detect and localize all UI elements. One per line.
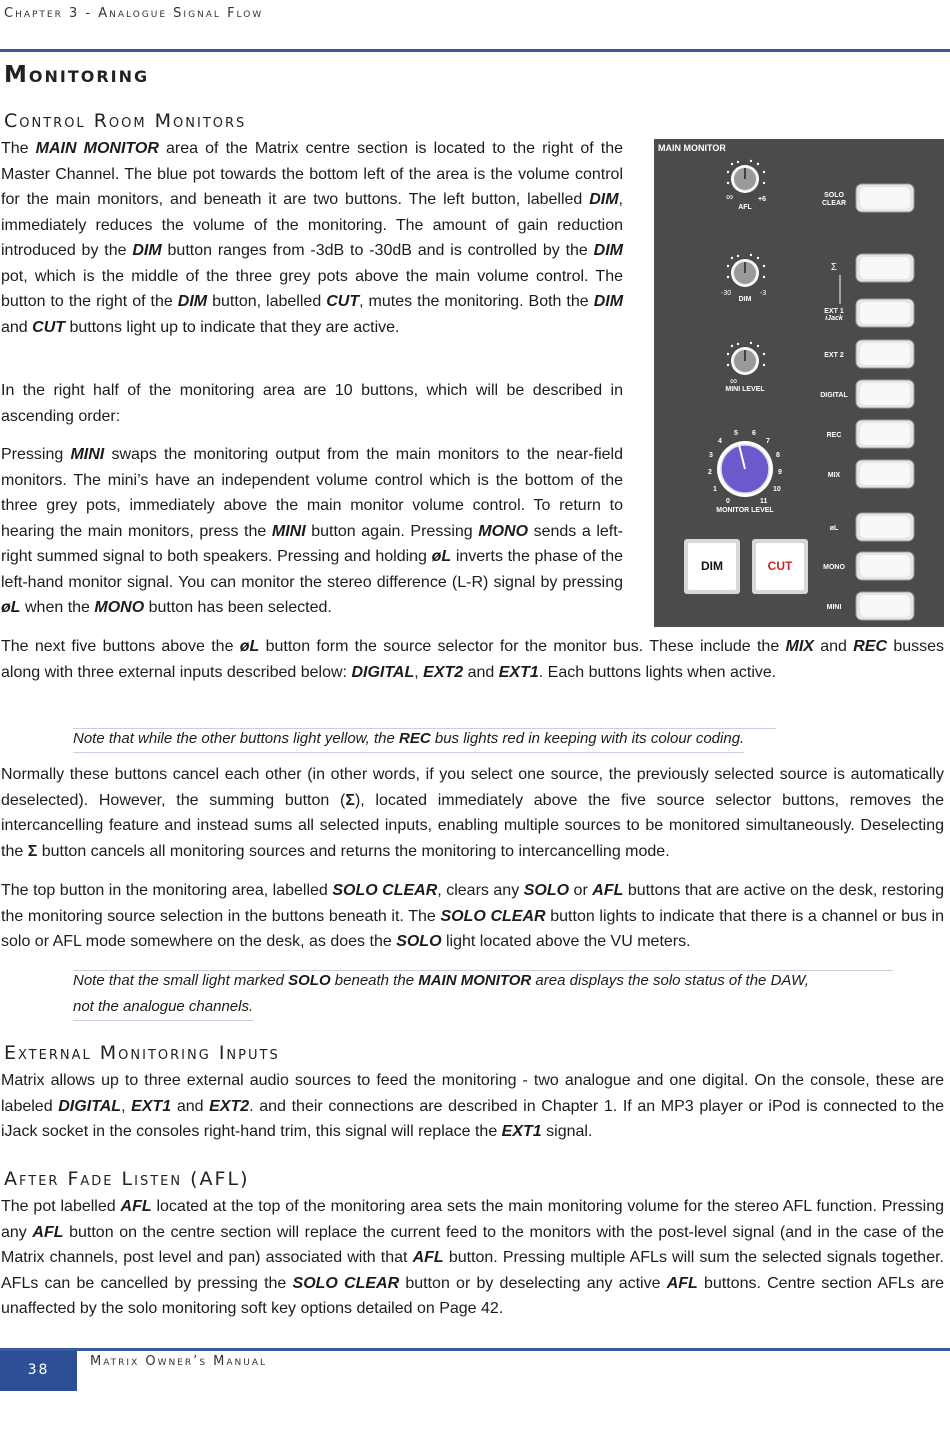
note-rec-colour	[73, 726, 744, 753]
afl-min-label: ∞	[726, 192, 734, 203]
monitor-level-knob[interactable]	[717, 441, 773, 497]
afl-knob[interactable]	[727, 160, 765, 193]
ijack-label: iJack	[825, 315, 843, 322]
solo-clear-label-2: CLEAR	[821, 200, 847, 207]
main-monitor-panel	[654, 139, 944, 627]
heading-control-room: Control Room Monitors	[4, 110, 247, 132]
emphasis: REC	[853, 638, 888, 655]
emphasis: øL	[1, 599, 21, 616]
monitor-scale-0: 0	[726, 498, 730, 505]
note-solo-daw-line2: not the analogue channels.	[73, 994, 253, 1021]
paragraph-afl: The pot labelled AFL located at the top of the monitoring area sets the main monitoring volume for the stereo AFL function. Pressing any AFL button on the centre section will replace the current feed to the monitors with the post-level signal (and in the case of the Matrix channels, post level and pan) associated with that AFL button. Pressing multiple AFLs will sum the selected signals together. AFLs can be cancelled by pressing the SOLO CLEAR button or by deselecting any active AFL buttons. Centre section AFLs are unaffected by the solo monitoring soft key options detailed on Page 42.	[1, 1198, 945, 1317]
emphasis: AFL	[666, 1274, 698, 1292]
paragraph-external-inputs: Matrix allows up to three external audio sources to feed the monitoring - two analogue and one digital. On the console, these are labeled DIGITAL, EXT1 and EXT2. and their connections are described in Chapter 1. If an MP3 player or iPod is connected to the iJack socket in the consoles right-hand trim, this signal will replace the EXT1 signal.	[1, 1072, 945, 1140]
emphasis: DIM	[593, 293, 624, 310]
emphasis: REC	[399, 730, 431, 747]
emphasis: EXT1	[131, 1097, 172, 1115]
sigma-button[interactable]	[831, 254, 914, 282]
emphasis: AFL	[120, 1198, 152, 1215]
emphasis: øL	[239, 638, 260, 655]
monitor-scale-7: 7	[766, 438, 770, 445]
emphasis: SOLO	[396, 933, 442, 950]
emphasis: EXT2	[209, 1097, 250, 1115]
note-solo-daw-line1: Note that the small light marked SOLO beneath the MAIN MONITOR area displays the solo status of the DAW,	[73, 972, 809, 989]
emphasis: SOLO	[288, 972, 331, 989]
rec-label: REC	[826, 432, 842, 439]
emphasis: SOLO	[523, 882, 570, 899]
ext1-button[interactable]	[824, 299, 914, 327]
emphasis: MONO	[94, 599, 145, 616]
emphasis: CUT	[32, 318, 66, 336]
paragraph-source-selector: The next five buttons above the øL button form the source selector for the monitor bus. These include the MIX and REC busses along with three external inputs described below: DIGITAL, EXT2 and EXT1. Each buttons lights when active.	[1, 638, 945, 681]
emphasis: MAIN MONITOR	[35, 140, 159, 157]
monitor-scale-2: 2	[708, 469, 712, 476]
emphasis: SOLO CLEAR	[440, 907, 546, 925]
emphasis: EXT1	[501, 1123, 542, 1140]
dim-min-label: -30	[721, 290, 732, 297]
emphasis: DIM	[177, 293, 208, 310]
header-rule	[0, 49, 950, 52]
mini-level-label: MINI LEVEL	[725, 386, 765, 393]
monitor-scale-5: 5	[734, 430, 738, 437]
rec-button[interactable]	[827, 420, 914, 448]
sigma-symbol: Σ	[27, 842, 38, 860]
mix-label: MIX	[827, 472, 841, 479]
panel-title: MAIN MONITOR	[658, 143, 726, 153]
emphasis: AFL	[592, 882, 624, 899]
emphasis: DIM	[132, 242, 162, 259]
mini-button[interactable]	[827, 592, 914, 620]
panel-graphic	[654, 139, 944, 627]
ext2-label: EXT 2	[824, 352, 844, 359]
afl-max-label: +6	[758, 196, 766, 203]
section-title: Monitoring	[4, 62, 150, 88]
emphasis: MONO	[478, 522, 529, 540]
dim-knob-label: DIM	[738, 296, 752, 303]
monitor-scale-8: 8	[776, 452, 780, 459]
emphasis: DIGITAL	[58, 1097, 122, 1115]
monitor-scale-6: 6	[752, 430, 756, 437]
dim-button[interactable]	[684, 539, 740, 594]
emphasis: DIM	[589, 191, 619, 208]
ext2-button[interactable]	[824, 340, 914, 368]
page-number: 38	[0, 1351, 77, 1391]
heading-external-inputs: External Monitoring Inputs	[4, 1042, 280, 1064]
emphasis: EXT1	[498, 663, 539, 681]
mini-label: MINI	[826, 604, 842, 611]
digital-button[interactable]	[820, 380, 914, 408]
monitor-scale-4: 4	[718, 438, 722, 445]
sigma-label: Σ	[830, 262, 838, 273]
emphasis: AFL	[32, 1223, 64, 1241]
mono-button[interactable]	[823, 552, 914, 580]
note-rec-colour-text: Note that while the other buttons light yellow, the REC bus lights red in keeping with its colour coding.	[73, 726, 744, 753]
mix-button[interactable]	[828, 460, 914, 488]
emphasis: MINI	[70, 446, 105, 463]
emphasis: MIX	[785, 638, 814, 655]
paragraph-solo-clear: The top button in the monitoring area, labelled SOLO CLEAR, clears any SOLO or AFL buttons that are active on the desk, restoring the monitoring source selection in the buttons beneath it. The SOLO CLEAR button lights to indicate that there is a channel or bus in solo or AFL mode somewhere on the desk, as does the SOLO light located above the VU meters.	[1, 882, 945, 950]
monitor-scale-11: 11	[760, 498, 768, 505]
dim-knob[interactable]	[727, 254, 765, 287]
paragraph-main-monitor: The MAIN MONITOR area of the Matrix centre section is located to the right of the Master Channel. The blue pot towards the bottom left of the area is the volume control for the main monitors, and beneath it are two buttons. The left button, labelled DIM, immediately reduces the volume of the monitoring. The amount of gain reduction introduced by the DIM button ranges from -3dB to -30dB and is controlled by the DIM pot, which is the middle of the three grey pots above the main volume control. The button to the right of the DIM button, labelled CUT, mutes the monitoring. Both the DIM and CUT buttons light up to indicate that they are active.	[1, 140, 624, 336]
dim-button-label: DIM	[701, 559, 723, 573]
mini-min-label: ∞	[730, 376, 738, 387]
monitor-scale-9: 9	[778, 469, 782, 476]
paragraph-mini-mono: Pressing MINI swaps the monitoring output from the main monitors to the near-field monitors. The mini’s have an independent volume control which is the bottom of the three grey pots, immediately above the main monitor volume control. To return to hearing the main monitors, press the MINI button again. Pressing MONO sends a left-right summed signal to both speakers. Pressing and holding øL inverts the phase of the left-hand monitor signal. You can monitor the stereo difference (L-R) signal by pressing øL when the MONO button has been selected.	[1, 446, 624, 616]
digital-label: DIGITAL	[820, 392, 848, 399]
paragraph-ten-buttons: In the right half of the monitoring area are 10 buttons, which will be described in ascending order:	[1, 382, 623, 425]
emphasis: MINI	[271, 522, 306, 540]
chapter-header: Chapter 3 - Analogue Signal Flow	[4, 6, 264, 21]
ext1-label: EXT 1	[824, 308, 844, 315]
monitor-scale-1: 1	[713, 486, 717, 493]
dim-max-label: -3	[760, 290, 767, 297]
footer-rule	[0, 1348, 950, 1351]
emphasis: DIM	[593, 242, 623, 259]
cut-button[interactable]	[752, 539, 808, 594]
monitor-level-label: MONITOR LEVEL	[716, 507, 774, 514]
sigma-symbol: Σ	[345, 791, 355, 809]
heading-afl: After Fade Listen (AFL)	[4, 1168, 250, 1190]
emphasis: EXT2	[423, 663, 464, 681]
mono-label: MONO	[823, 564, 845, 571]
phase-l-label: øL	[829, 525, 839, 532]
solo-clear-label-1: SOLO	[824, 192, 844, 199]
paragraph-summing: Normally these buttons cancel each other (in other words, if you select one source, the previously selected source is automatically deselected). However, the summing button (Σ), located immediately above the five source selector buttons, removes the intercancelling feature and instead sums all selected inputs, enabling multiple sources to be monitored simultaneously. Deselecting the Σ button cancels all monitoring sources and returns the monitoring to intercancelling mode.	[1, 766, 945, 860]
cut-button-label: CUT	[767, 559, 793, 573]
emphasis: MAIN MONITOR	[418, 972, 532, 989]
emphasis: CUT	[326, 293, 360, 310]
emphasis: AFL	[412, 1249, 444, 1266]
mini-level-knob[interactable]	[727, 342, 765, 375]
emphasis: DIGITAL	[351, 663, 415, 681]
monitor-scale-3: 3	[709, 452, 713, 459]
note-solo-daw	[73, 968, 809, 1021]
emphasis: SOLO CLEAR	[332, 882, 438, 899]
emphasis: øL	[431, 548, 452, 565]
footer-title: Matrix Owner’s Manual	[90, 1354, 268, 1369]
afl-label: AFL	[738, 204, 752, 211]
phase-l-button[interactable]	[830, 513, 914, 541]
emphasis: SOLO CLEAR	[292, 1274, 400, 1292]
monitor-scale-10: 10	[773, 486, 781, 493]
solo-clear-button[interactable]	[822, 184, 914, 212]
